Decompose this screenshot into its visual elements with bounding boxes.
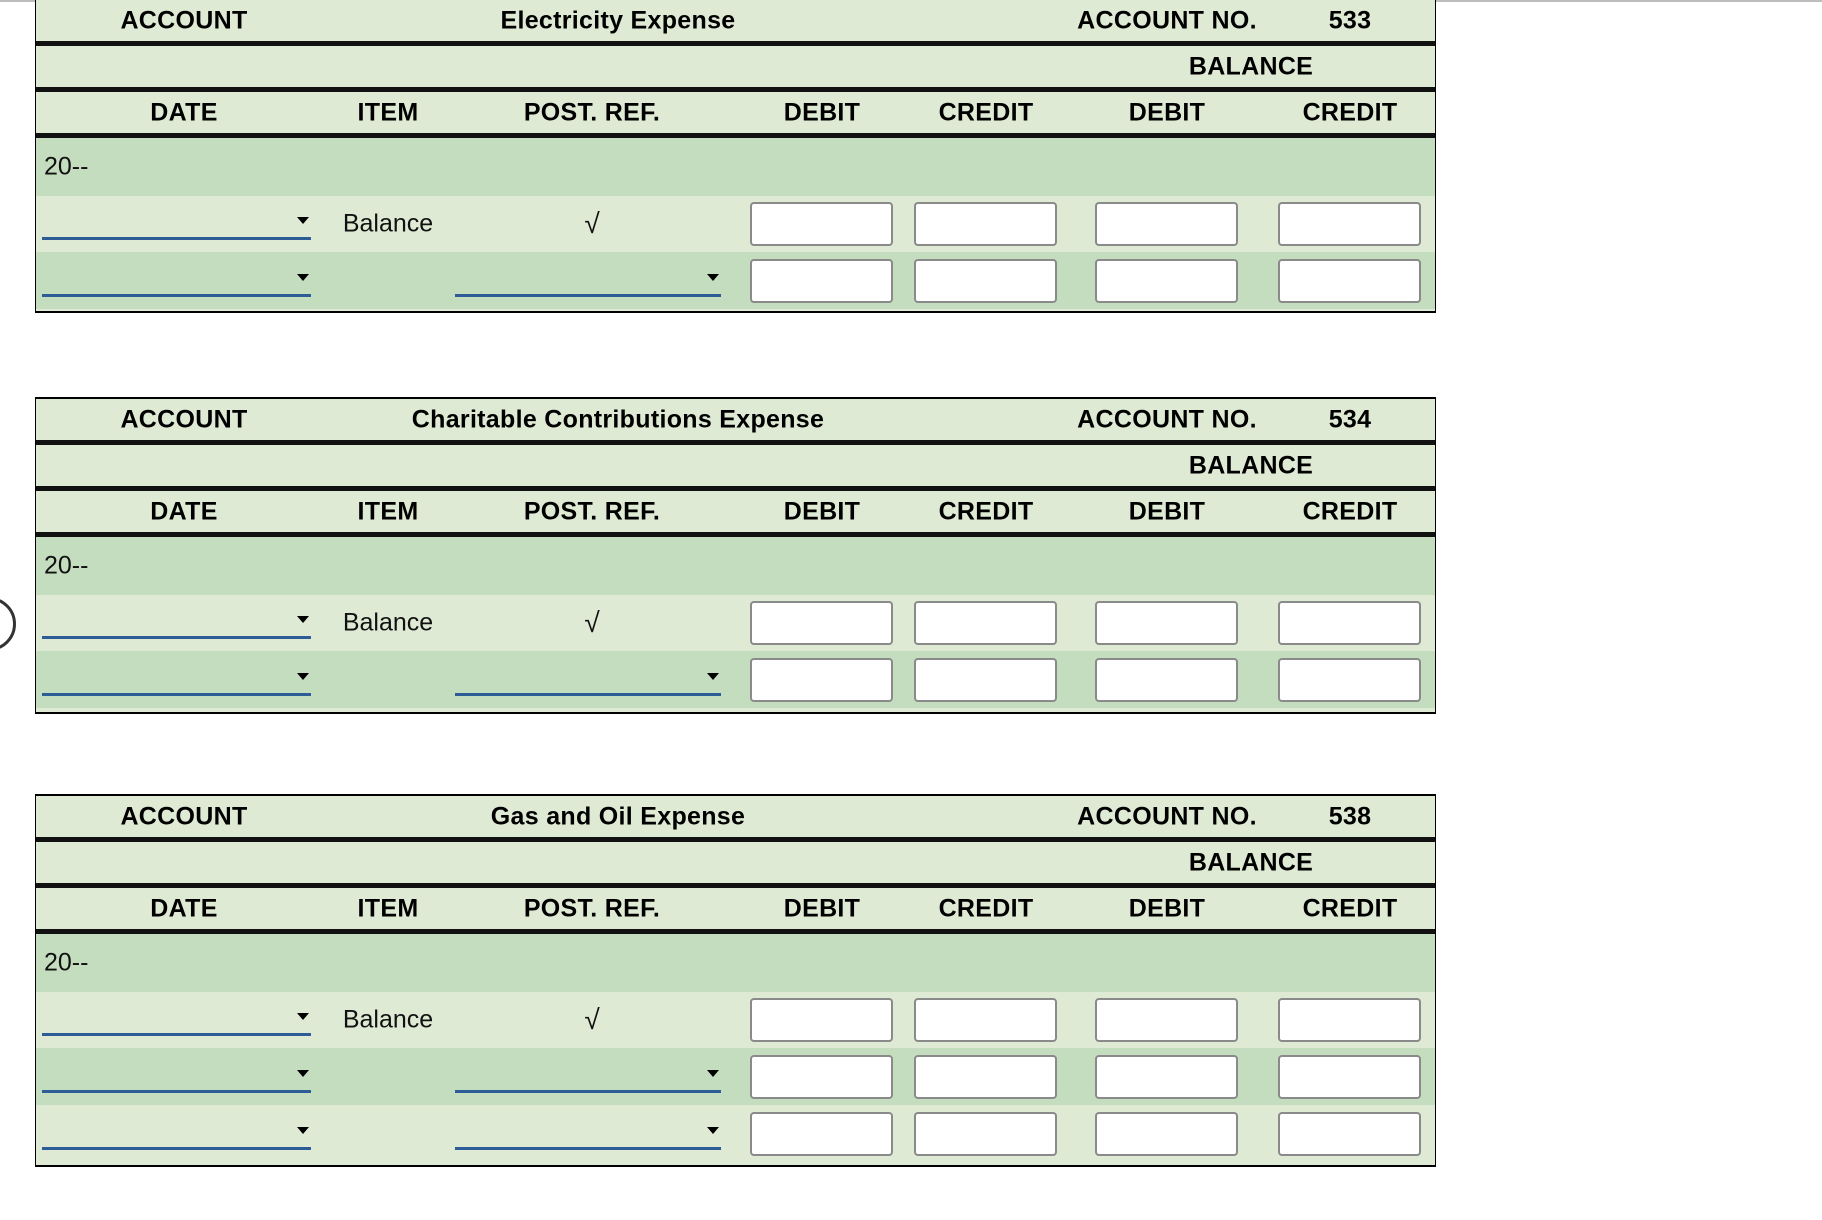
account-no: 534 xyxy=(1328,405,1372,433)
chevron-down-icon xyxy=(297,217,309,224)
year-row xyxy=(36,537,1435,595)
item-text: Balance xyxy=(342,1005,434,1034)
year-row xyxy=(36,934,1435,992)
col-post-ref: POST. REF. xyxy=(523,98,661,126)
credit-input[interactable] xyxy=(914,658,1057,702)
balance-header-row xyxy=(36,445,1435,486)
chevron-down-icon xyxy=(297,1070,309,1077)
chevron-down-icon xyxy=(707,1127,719,1134)
ledger-gas-and-oil-expense xyxy=(35,794,1436,1167)
col-debit: DEBIT xyxy=(783,497,861,525)
account-no: 533 xyxy=(1328,6,1372,34)
post-ref-select[interactable] xyxy=(455,265,721,297)
date-select[interactable] xyxy=(42,265,311,297)
post-ref-check: √ xyxy=(584,607,600,638)
balance-debit-input[interactable] xyxy=(1095,1112,1238,1156)
credit-input[interactable] xyxy=(914,1112,1057,1156)
chevron-down-icon xyxy=(297,1013,309,1020)
account-name: Charitable Contributions Expense xyxy=(411,405,825,433)
balance-credit-input[interactable] xyxy=(1278,998,1421,1042)
balance-credit-input[interactable] xyxy=(1278,658,1421,702)
balance-debit-input[interactable] xyxy=(1095,998,1238,1042)
balance-debit-input[interactable] xyxy=(1095,202,1238,246)
credit-input[interactable] xyxy=(914,202,1057,246)
account-label: ACCOUNT xyxy=(120,6,248,34)
chevron-down-icon xyxy=(297,274,309,281)
balance-debit-input[interactable] xyxy=(1095,658,1238,702)
balance-credit-input[interactable] xyxy=(1278,1112,1421,1156)
account-label: ACCOUNT xyxy=(120,802,248,830)
balance-header-row xyxy=(36,842,1435,883)
account-header-row xyxy=(36,0,1435,41)
date-select[interactable] xyxy=(42,1061,311,1093)
post-ref-select[interactable] xyxy=(455,1061,721,1093)
col-credit: CREDIT xyxy=(938,497,1034,525)
balance-credit-input[interactable] xyxy=(1278,259,1421,303)
balance-credit-input[interactable] xyxy=(1278,601,1421,645)
date-select[interactable] xyxy=(42,1118,311,1150)
ledger-row xyxy=(36,1048,1435,1105)
credit-input[interactable] xyxy=(914,1055,1057,1099)
account-no: 538 xyxy=(1328,802,1372,830)
balance-credit-input[interactable] xyxy=(1278,202,1421,246)
col-credit: CREDIT xyxy=(938,894,1034,922)
balance-label: BALANCE xyxy=(1188,52,1314,80)
debit-input[interactable] xyxy=(750,259,893,303)
col-credit: CREDIT xyxy=(938,98,1034,126)
date-select[interactable] xyxy=(42,1004,311,1036)
ledger-row xyxy=(36,992,1435,1048)
chevron-down-icon xyxy=(707,274,719,281)
debit-input[interactable] xyxy=(750,202,893,246)
col-balance-debit: DEBIT xyxy=(1128,98,1206,126)
post-ref-select[interactable] xyxy=(455,664,721,696)
account-no-label: ACCOUNT NO. xyxy=(1077,6,1257,34)
partial-circle-icon xyxy=(0,597,16,651)
ledger-row xyxy=(36,252,1435,309)
account-no-label: ACCOUNT NO. xyxy=(1077,405,1257,433)
col-post-ref: POST. REF. xyxy=(523,894,661,922)
balance-header-row xyxy=(36,46,1435,87)
debit-input[interactable] xyxy=(750,601,893,645)
date-select[interactable] xyxy=(42,208,311,240)
col-date: DATE xyxy=(150,497,218,525)
debit-input[interactable] xyxy=(750,1112,893,1156)
chevron-down-icon xyxy=(707,1070,719,1077)
balance-debit-input[interactable] xyxy=(1095,1055,1238,1099)
account-name: Electricity Expense xyxy=(500,6,736,34)
debit-input[interactable] xyxy=(750,658,893,702)
account-label: ACCOUNT xyxy=(120,405,248,433)
debit-input[interactable] xyxy=(750,998,893,1042)
post-ref-select[interactable] xyxy=(455,1118,721,1150)
ledger-row xyxy=(36,651,1435,708)
col-balance-credit: CREDIT xyxy=(1302,98,1398,126)
item-text: Balance xyxy=(342,209,434,238)
ledger-electricity-expense xyxy=(35,0,1436,313)
balance-label: BALANCE xyxy=(1188,848,1314,876)
date-select[interactable] xyxy=(42,607,311,639)
balance-debit-input[interactable] xyxy=(1095,259,1238,303)
chevron-down-icon xyxy=(707,673,719,680)
col-debit: DEBIT xyxy=(783,98,861,126)
col-post-ref: POST. REF. xyxy=(523,497,661,525)
balance-debit-input[interactable] xyxy=(1095,601,1238,645)
ledger-row xyxy=(36,1105,1435,1163)
year-label: 20-- xyxy=(44,152,89,181)
col-item: ITEM xyxy=(357,497,419,525)
ledger-row xyxy=(36,595,1435,651)
date-select[interactable] xyxy=(42,664,311,696)
col-item: ITEM xyxy=(357,894,419,922)
account-name: Gas and Oil Expense xyxy=(490,802,746,830)
credit-input[interactable] xyxy=(914,998,1057,1042)
ledger-row xyxy=(36,196,1435,252)
balance-credit-input[interactable] xyxy=(1278,1055,1421,1099)
account-header-row xyxy=(36,796,1435,837)
year-label: 20-- xyxy=(44,948,89,977)
col-balance-debit: DEBIT xyxy=(1128,894,1206,922)
ledger-charitable-contributions-expense xyxy=(35,397,1436,714)
account-no-label: ACCOUNT NO. xyxy=(1077,802,1257,830)
col-balance-credit: CREDIT xyxy=(1302,497,1398,525)
credit-input[interactable] xyxy=(914,601,1057,645)
item-text: Balance xyxy=(342,608,434,637)
year-label: 20-- xyxy=(44,551,89,580)
col-balance-debit: DEBIT xyxy=(1128,497,1206,525)
chevron-down-icon xyxy=(297,1127,309,1134)
col-date: DATE xyxy=(150,894,218,922)
col-item: ITEM xyxy=(357,98,419,126)
chevron-down-icon xyxy=(297,616,309,623)
chevron-down-icon xyxy=(297,673,309,680)
col-balance-credit: CREDIT xyxy=(1302,894,1398,922)
column-header-row xyxy=(36,92,1435,133)
account-header-row xyxy=(36,399,1435,440)
credit-input[interactable] xyxy=(914,259,1057,303)
post-ref-check: √ xyxy=(584,208,600,239)
column-header-row xyxy=(36,888,1435,929)
debit-input[interactable] xyxy=(750,1055,893,1099)
col-debit: DEBIT xyxy=(783,894,861,922)
balance-label: BALANCE xyxy=(1188,451,1314,479)
column-header-row xyxy=(36,491,1435,532)
post-ref-check: √ xyxy=(584,1004,600,1035)
year-row xyxy=(36,138,1435,196)
col-date: DATE xyxy=(150,98,218,126)
